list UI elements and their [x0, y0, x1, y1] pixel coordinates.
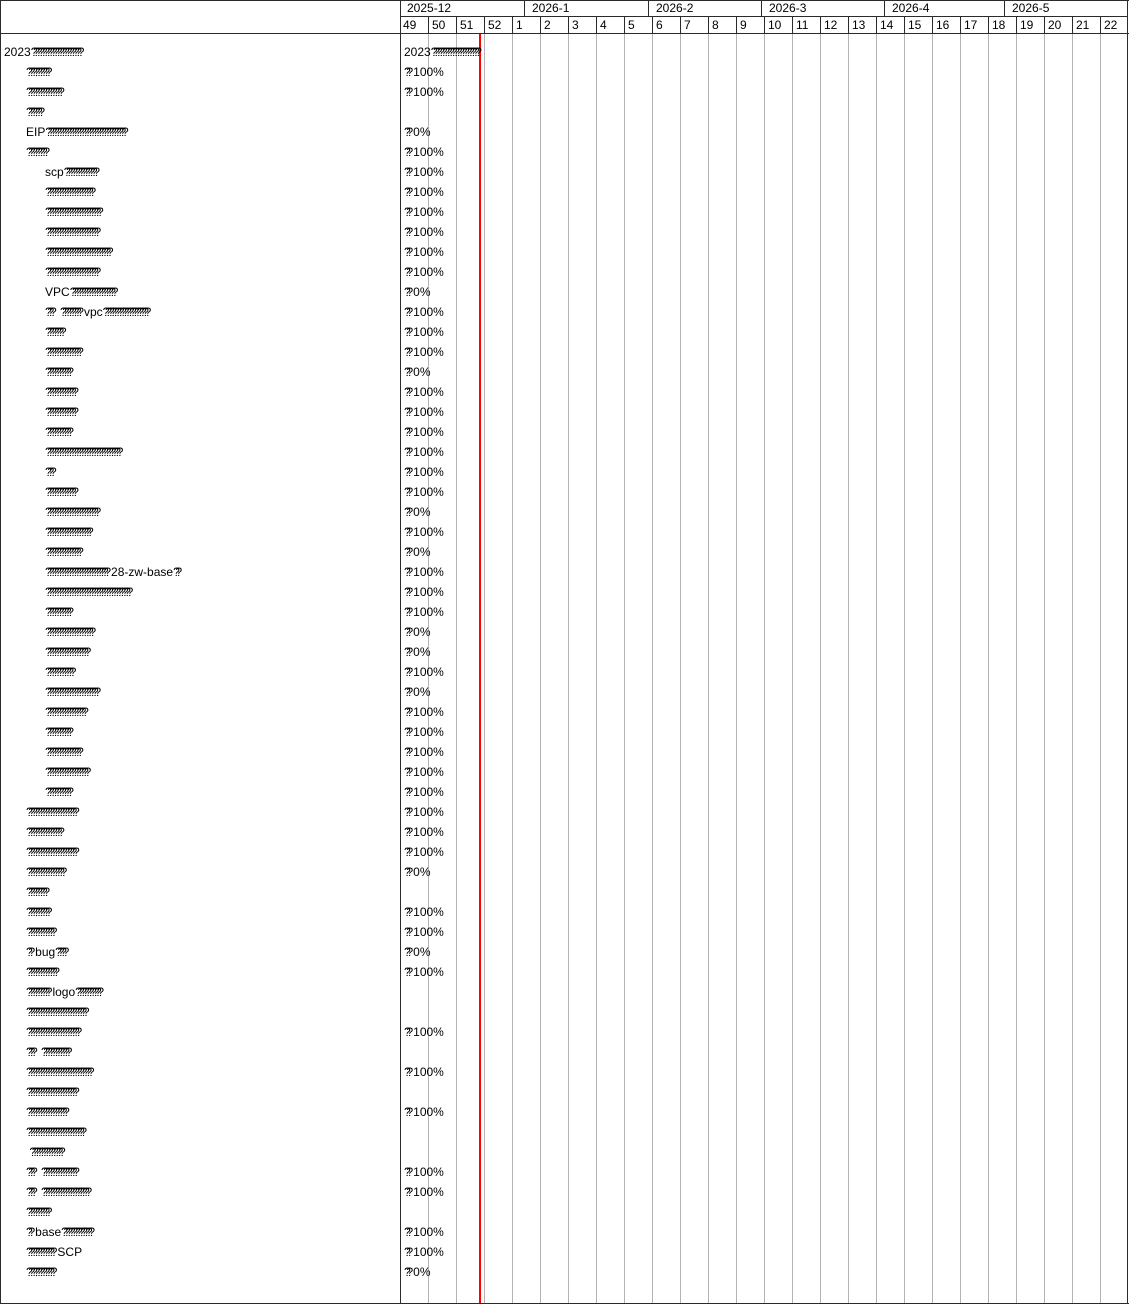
week-gridline	[624, 34, 625, 1303]
missing-glyph-run: ?????????	[26, 905, 49, 919]
missing-glyph-run: ??	[404, 785, 409, 799]
week-header-cell: 19	[1016, 17, 1044, 33]
task-row[interactable]: ?? base????????????	[26, 1225, 91, 1239]
week-header-cell: 1	[512, 17, 540, 33]
missing-glyph-run: ??	[404, 665, 409, 679]
missing-glyph-run: ???????????	[26, 1265, 54, 1279]
missing-glyph-run: ?????????	[26, 1205, 49, 1219]
task-row[interactable]	[0, 62, 399, 82]
task-row[interactable]	[0, 262, 399, 282]
task-row[interactable]	[0, 362, 399, 382]
task-progress-label: ?? 100%	[404, 705, 444, 719]
task-row[interactable]	[0, 442, 399, 462]
missing-glyph-run: ??	[404, 65, 409, 79]
task-row[interactable]	[0, 1182, 399, 1202]
missing-glyph-run: ????????????????????????????????	[45, 125, 125, 139]
missing-glyph-run: ???????????	[45, 665, 73, 679]
task-progress-label: ?? 100%	[404, 265, 444, 279]
missing-glyph-run: ??	[404, 645, 409, 659]
missing-glyph-run: ??	[404, 325, 409, 339]
table-chart-divider	[400, 0, 401, 1304]
task-progress-label: ?? 100%	[404, 345, 444, 359]
missing-glyph-run: ??	[26, 1225, 31, 1239]
missing-glyph-run: ???	[45, 465, 53, 479]
task-row[interactable]: ??????????? SCP	[26, 1245, 83, 1259]
week-header-cell: 7	[680, 17, 708, 33]
missing-glyph-run: ??	[404, 345, 409, 359]
task-row[interactable]	[0, 1002, 399, 1022]
week-header-cell: 9	[736, 17, 764, 33]
task-progress-label: ?? 100%	[404, 405, 444, 419]
task-row[interactable]	[0, 522, 399, 542]
missing-glyph-run: ?????????????	[63, 165, 96, 179]
task-row[interactable]	[0, 622, 399, 642]
task-row[interactable]	[0, 902, 399, 922]
task-progress-label: ?? 100%	[404, 1105, 444, 1119]
missing-glyph-run: ??????????????????	[69, 285, 115, 299]
missing-glyph-run: ??	[404, 825, 409, 839]
task-progress-label: ?? 100%	[404, 765, 444, 779]
missing-glyph-run: ???????	[45, 325, 63, 339]
missing-glyph-run: ????????????	[61, 1225, 91, 1239]
task-row[interactable]	[0, 402, 399, 422]
missing-glyph-run: ??????????	[45, 365, 70, 379]
missing-glyph-run: ??	[404, 745, 409, 759]
task-row[interactable]: ????????? logo??????????	[26, 985, 100, 999]
missing-glyph-run: ??	[173, 565, 179, 579]
task-progress-label: ?? 0%	[404, 1265, 431, 1279]
task-progress-label: ?? 100%	[404, 925, 444, 939]
task-progress-label: ?? 100%	[404, 145, 444, 159]
task-progress-label: ?? 100%	[404, 425, 444, 439]
week-gridline	[456, 34, 457, 1303]
week-gridline	[988, 34, 989, 1303]
missing-glyph-run: ??????????????????	[102, 305, 148, 319]
task-row[interactable]	[0, 742, 399, 762]
missing-glyph-run: ???	[26, 1045, 34, 1059]
missing-glyph-run: ??	[404, 245, 409, 259]
missing-glyph-run: ???????????	[26, 925, 54, 939]
task-row[interactable]	[0, 802, 399, 822]
task-progress-label: ?? 100%	[404, 665, 444, 679]
missing-glyph-run: ??????????????	[45, 545, 80, 559]
month-header-cell: 2025-12	[407, 1, 452, 15]
week-header-cell: 5	[624, 17, 652, 33]
missing-glyph-run: ??	[404, 265, 409, 279]
missing-glyph-run: ??????????????????????	[45, 205, 100, 219]
task-row[interactable]: EIP????????????????????????????????	[26, 125, 125, 139]
missing-glyph-run: ??	[404, 905, 409, 919]
task-progress-label: ?? 100%	[404, 845, 444, 859]
week-gridline	[596, 34, 597, 1303]
week-gridline	[764, 34, 765, 1303]
missing-glyph-run: ??	[404, 465, 409, 479]
missing-glyph-run: ??	[404, 805, 409, 819]
task-row[interactable]: scp?????????????	[45, 165, 96, 179]
week-header-cell: 49	[403, 18, 417, 32]
missing-glyph-run: ??	[404, 1025, 409, 1039]
week-gridline	[848, 34, 849, 1303]
week-gridline	[792, 34, 793, 1303]
task-row[interactable]	[0, 382, 399, 402]
task-row[interactable]	[0, 502, 399, 522]
week-gridline	[540, 34, 541, 1303]
missing-glyph-run: ??	[404, 625, 409, 639]
missing-glyph-run: ??	[404, 845, 409, 859]
today-line	[479, 34, 481, 1303]
task-progress-label: ?? 0%	[404, 285, 431, 299]
missing-glyph-run: ??	[404, 85, 409, 99]
missing-glyph-run: ??	[404, 185, 409, 199]
task-progress-label: ?? 100%	[404, 605, 444, 619]
task-progress-label: ?? 100%	[404, 225, 444, 239]
missing-glyph-run: ??	[404, 1225, 409, 1239]
task-progress-label: ?? 100%	[404, 785, 444, 799]
week-gridline	[484, 34, 485, 1303]
missing-glyph-run: ???????????????????	[40, 1185, 88, 1199]
task-row[interactable]	[0, 782, 399, 802]
task-progress-label: ?? 100%	[404, 465, 444, 479]
week-header-cell: 52	[484, 17, 512, 33]
task-progress-label: ?? 100%	[404, 65, 444, 79]
task-row[interactable]	[0, 102, 399, 122]
week-header-cell: 6	[652, 17, 680, 33]
missing-glyph-run: ??????	[26, 105, 41, 119]
missing-glyph-run: ????????????????????	[26, 805, 76, 819]
week-gridline	[1016, 34, 1017, 1303]
missing-glyph-run: ???	[26, 1165, 34, 1179]
frame-bottom-border	[0, 1303, 1129, 1304]
task-row[interactable]	[0, 1122, 399, 1142]
task-row[interactable]	[0, 182, 399, 202]
missing-glyph-run: ???	[26, 1185, 34, 1199]
missing-glyph-run: ??	[404, 485, 409, 499]
missing-glyph-run: ??????????????	[40, 1165, 76, 1179]
missing-glyph-run: ??????????	[45, 605, 70, 619]
task-progress-label: ?? 100%	[404, 825, 444, 839]
missing-glyph-run: ????	[55, 945, 66, 959]
missing-glyph-run: ???????????	[26, 1245, 54, 1259]
missing-glyph-run: ??????????	[45, 785, 70, 799]
task-progress-label: ?? 100%	[404, 1025, 444, 1039]
missing-glyph-run: ??	[404, 165, 409, 179]
month-header-cell: 2026-3	[761, 1, 884, 16]
missing-glyph-run: ??????????????	[45, 745, 80, 759]
week-gridline	[820, 34, 821, 1303]
task-progress-label: ?? 100%	[404, 445, 444, 459]
missing-glyph-run: ??????????????????	[45, 525, 90, 539]
week-header-cell: 4	[596, 17, 624, 33]
missing-glyph-run: ??	[404, 925, 409, 939]
week-header-cell: 20	[1044, 17, 1072, 33]
week-header-cell: 16	[932, 17, 960, 33]
task-progress-label: ?? 100%	[404, 725, 444, 739]
missing-glyph-run: ??	[404, 865, 409, 879]
week-header-cell: 22	[1100, 17, 1128, 33]
missing-glyph-run: ??	[404, 1065, 409, 1079]
task-progress-label: ?? 0%	[404, 865, 431, 879]
task-row[interactable]	[0, 962, 399, 982]
week-gridline	[708, 34, 709, 1303]
missing-glyph-run: ??	[404, 525, 409, 539]
missing-glyph-run: ??	[404, 1265, 409, 1279]
missing-glyph-run: ??	[404, 365, 409, 379]
missing-glyph-run: ?????????????????	[45, 645, 88, 659]
missing-glyph-run: ??	[404, 605, 409, 619]
missing-glyph-run: ??	[404, 405, 409, 419]
task-progress-label: ?? 100%	[404, 245, 444, 259]
week-gridline	[904, 34, 905, 1303]
task-row[interactable]	[0, 1102, 399, 1122]
missing-glyph-run: ??	[404, 685, 409, 699]
week-gridline	[932, 34, 933, 1303]
missing-glyph-run: ??????????????	[45, 345, 80, 359]
missing-glyph-run: ??	[404, 125, 409, 139]
task-row[interactable]: VPC??????????????????	[45, 285, 115, 299]
task-row[interactable]	[0, 1062, 399, 1082]
missing-glyph-run: ?????????????????????	[45, 225, 97, 239]
missing-glyph-run: ???????????????????????	[26, 1125, 83, 1139]
task-progress-label: ?? 100%	[404, 85, 444, 99]
task-progress-label: ?? 100%	[404, 905, 444, 919]
missing-glyph-run: ??	[404, 565, 409, 579]
missing-glyph-run: ??????????????	[26, 825, 61, 839]
task-row[interactable]	[0, 922, 399, 942]
task-row[interactable]	[0, 1082, 399, 1102]
task-row[interactable]	[0, 542, 399, 562]
task-progress-label: ?? 100%	[404, 325, 444, 339]
missing-glyph-run: ??????????????????????????????	[45, 445, 120, 459]
missing-glyph-run: ?????????????	[29, 1145, 62, 1159]
week-gridline	[512, 34, 513, 1303]
task-progress-label: ?? 0%	[404, 545, 431, 559]
task-row[interactable]	[0, 682, 399, 702]
task-bar-label: 2023???????????????????	[404, 45, 478, 59]
task-row[interactable]	[0, 662, 399, 682]
task-progress-label: ?? 100%	[404, 1065, 444, 1079]
missing-glyph-run: ???????????	[40, 1045, 69, 1059]
week-header-cell: 17	[960, 17, 988, 33]
task-progress-label: ?? 100%	[404, 305, 444, 319]
week-gridline	[876, 34, 877, 1303]
task-progress-label: ?? 100%	[404, 205, 444, 219]
week-header-cell: 50	[428, 17, 456, 33]
month-header-cell: 2026-5	[1004, 1, 1129, 16]
missing-glyph-run: ??	[404, 1165, 409, 1179]
missing-glyph-run: ??	[404, 765, 409, 779]
missing-glyph-run: ??	[404, 965, 409, 979]
week-header-cell: 11	[792, 17, 820, 33]
month-header-cell: 2026-4	[884, 1, 1004, 16]
missing-glyph-run: ?????????????????	[45, 765, 88, 779]
task-row[interactable]	[0, 1162, 399, 1182]
task-row[interactable]	[0, 642, 399, 662]
task-row[interactable]: 2023????????????????????	[4, 45, 81, 59]
week-header-cell: 14	[876, 17, 904, 33]
task-row[interactable]	[0, 322, 399, 342]
missing-glyph-run: ????????????????????	[26, 1085, 76, 1099]
task-progress-label: ?? 0%	[404, 945, 431, 959]
missing-glyph-run: ??	[404, 505, 409, 519]
task-row[interactable]	[0, 142, 399, 162]
missing-glyph-run: ??????????????	[26, 85, 61, 99]
missing-glyph-run: ???????????????	[26, 865, 64, 879]
task-row[interactable]	[0, 422, 399, 442]
missing-glyph-run: ??	[404, 705, 409, 719]
missing-glyph-run: ??	[404, 425, 409, 439]
task-row[interactable]	[0, 202, 399, 222]
month-header-cell: 2026-1	[524, 1, 648, 16]
task-row[interactable]	[0, 822, 399, 842]
missing-glyph-run: ??	[404, 205, 409, 219]
week-gridline	[568, 34, 569, 1303]
task-row[interactable]	[0, 1042, 399, 1062]
missing-glyph-run: ?????????????????????	[45, 685, 97, 699]
missing-glyph-run: ????????????	[45, 485, 75, 499]
task-progress-label: ?? 100%	[404, 1225, 444, 1239]
task-progress-label: ?? 100%	[404, 485, 444, 499]
week-gridline	[736, 34, 737, 1303]
task-progress-label: ?? 100%	[404, 385, 444, 399]
missing-glyph-run: ????????????????????	[26, 845, 76, 859]
week-gridline	[652, 34, 653, 1303]
missing-glyph-run: ??	[404, 945, 409, 959]
missing-glyph-run: ??	[404, 285, 409, 299]
missing-glyph-run: ???????????????????	[45, 625, 93, 639]
missing-glyph-run: ????????????????????????	[26, 1005, 86, 1019]
missing-glyph-run: ??	[404, 145, 409, 159]
week-header-cell: 15	[904, 17, 932, 33]
task-progress-label: ?? 100%	[404, 185, 444, 199]
week-header-cell: 10	[764, 17, 792, 33]
task-progress-label: ?? 0%	[404, 685, 431, 699]
task-progress-label: ?? 100%	[404, 965, 444, 979]
week-header-cell: 13	[848, 17, 876, 33]
missing-glyph-run: ????????	[26, 145, 46, 159]
missing-glyph-run: ?????????	[26, 65, 49, 79]
task-progress-label: ?? 100%	[404, 585, 444, 599]
task-progress-label: ?? 0%	[404, 625, 431, 639]
missing-glyph-run: ?????????????????????	[45, 505, 97, 519]
task-progress-label: ?? 0%	[404, 645, 431, 659]
task-row[interactable]: ??? ???????? vpc??????????????????	[45, 305, 148, 319]
task-row[interactable]	[0, 602, 399, 622]
missing-glyph-run: ??????????????????????????	[45, 245, 110, 259]
missing-glyph-run: ????????????	[45, 385, 75, 399]
week-gridline	[1100, 34, 1101, 1303]
task-row[interactable]	[0, 582, 399, 602]
task-row[interactable]	[0, 342, 399, 362]
missing-glyph-run: ??	[404, 1245, 409, 1259]
missing-glyph-run: ??	[404, 545, 409, 559]
week-header-cell: 8	[708, 17, 736, 33]
task-progress-label: ?? 100%	[404, 1245, 444, 1259]
missing-glyph-run: ??	[404, 725, 409, 739]
task-row[interactable]	[0, 462, 399, 482]
missing-glyph-run: ??	[404, 1185, 409, 1199]
missing-glyph-run: ??????????????????????????	[26, 1065, 91, 1079]
missing-glyph-run: ???????????????????	[430, 45, 478, 59]
week-header-cell: 3	[568, 17, 596, 33]
task-progress-label: ?? 100%	[404, 805, 444, 819]
task-row[interactable]	[0, 242, 399, 262]
task-row[interactable]	[0, 1022, 399, 1042]
task-row[interactable]	[0, 1142, 399, 1162]
task-row[interactable]: ?? bug????	[26, 945, 66, 959]
missing-glyph-run: ??????????	[45, 725, 70, 739]
missing-glyph-run: ??	[26, 945, 31, 959]
task-row[interactable]	[0, 842, 399, 862]
week-gridline	[960, 34, 961, 1303]
task-row[interactable]	[0, 82, 399, 102]
missing-glyph-run: ?????????????????????	[45, 265, 97, 279]
task-progress-label: ?? 100%	[404, 165, 444, 179]
week-gridline	[1044, 34, 1045, 1303]
missing-glyph-run: ????????????????????	[30, 45, 81, 59]
week-header-cell: 2	[540, 17, 568, 33]
task-row[interactable]	[0, 222, 399, 242]
task-row[interactable]: ????????????????????????? 28-zw-base??	[45, 565, 179, 579]
missing-glyph-run: ??	[404, 585, 409, 599]
task-progress-label: ?? 0%	[404, 365, 431, 379]
missing-glyph-run: ????????????????	[26, 1105, 66, 1119]
task-progress-label: ?? 100%	[404, 1185, 444, 1199]
frame-right-border	[1127, 0, 1128, 1304]
task-row[interactable]	[0, 1262, 399, 1282]
missing-glyph-run: ??????????	[75, 985, 100, 999]
week-gridline	[680, 34, 681, 1303]
week-gridline	[1072, 34, 1073, 1303]
task-progress-label: ?? 0%	[404, 505, 431, 519]
missing-glyph-run: ??	[404, 385, 409, 399]
task-row[interactable]	[0, 702, 399, 722]
missing-glyph-run: ????????????	[45, 405, 75, 419]
task-row[interactable]	[0, 762, 399, 782]
task-progress-label: ?? 100%	[404, 525, 444, 539]
missing-glyph-run: ??	[404, 305, 409, 319]
missing-glyph-run: ?????????????????????????	[45, 565, 107, 579]
missing-glyph-run: ?????????????????????	[26, 1025, 78, 1039]
month-header-cell: 2026-2	[648, 1, 761, 16]
task-row[interactable]	[0, 1202, 399, 1222]
task-row[interactable]	[0, 482, 399, 502]
missing-glyph-run: ????????	[26, 885, 46, 899]
missing-glyph-run: ????????????????	[45, 705, 85, 719]
task-progress-label: ?? 0%	[404, 125, 431, 139]
week-header-cell: 51	[456, 17, 484, 33]
task-row[interactable]	[0, 882, 399, 902]
task-progress-label: ?? 100%	[404, 1165, 444, 1179]
missing-glyph-run: ??????????	[45, 425, 70, 439]
missing-glyph-run: ????????	[59, 305, 80, 319]
missing-glyph-run: ??????????????????????????????????	[45, 585, 130, 599]
week-header-cell: 12	[820, 17, 848, 33]
missing-glyph-run: ??	[404, 225, 409, 239]
task-progress-label: ?? 100%	[404, 565, 444, 579]
missing-glyph-run: ??	[404, 1105, 409, 1119]
task-progress-label: ?? 100%	[404, 745, 444, 759]
missing-glyph-run: ????????????	[26, 965, 56, 979]
missing-glyph-run: ?????????	[26, 985, 49, 999]
week-header-cell: 21	[1072, 17, 1100, 33]
task-row[interactable]	[0, 722, 399, 742]
missing-glyph-run: ???????????????????	[45, 185, 93, 199]
missing-glyph-run: ???	[45, 305, 53, 319]
week-header-cell: 18	[988, 17, 1016, 33]
missing-glyph-run: ??	[404, 445, 409, 459]
task-row[interactable]	[0, 862, 399, 882]
